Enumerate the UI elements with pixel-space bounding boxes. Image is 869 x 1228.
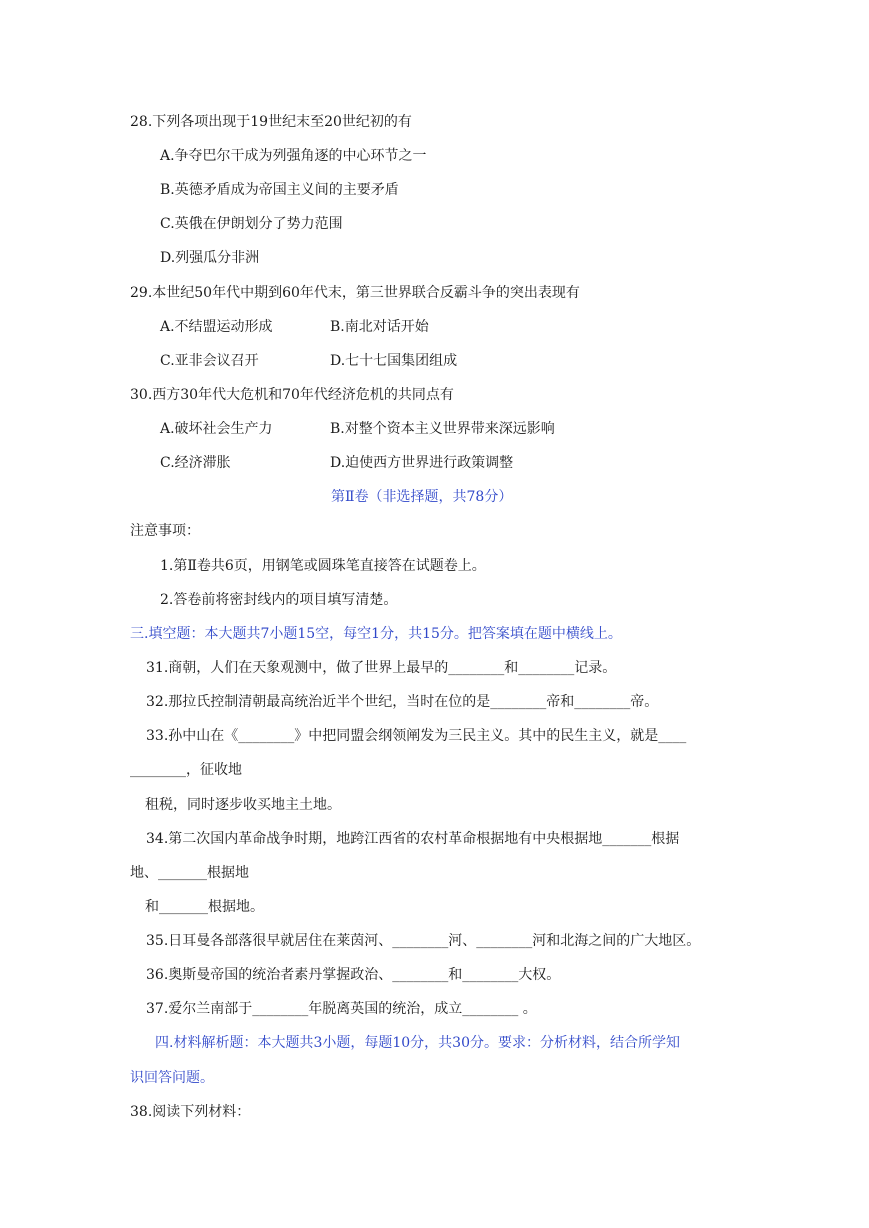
q28-option-d: D.列强瓜分非洲 xyxy=(160,250,260,266)
notes-heading: 注意事项： xyxy=(130,523,200,539)
q30-option-d: D.迫使西方世界进行政策调整 xyxy=(330,455,514,471)
section3-header: 三.填空题：本大题共7小题15空，每空1分，共15分。把答案填在题中横线上。 xyxy=(130,626,622,642)
q30-option-a: A.破坏社会生产力 xyxy=(160,421,273,437)
q33-line-2: ________，征收地 xyxy=(130,762,242,778)
q28-stem: 28.下列各项出现于19世纪末至20世纪初的有 xyxy=(130,114,412,130)
q28-option-a: A.争夺巴尔干成为列强角逐的中心环节之一 xyxy=(160,148,427,164)
notes-item-2: 2.答卷前将密封线内的项目填写清楚。 xyxy=(160,592,398,608)
q34-line-3: 和_______根据地。 xyxy=(145,899,264,915)
q28-option-c: C.英俄在伊朗划分了势力范围 xyxy=(160,216,343,232)
notes-item-1: 1.第Ⅱ卷共6页，用钢笔或圆珠笔直接答在试题卷上。 xyxy=(160,558,486,574)
section4-header-line-1: 四.材料解析题：本大题共3小题，每题10分，共30分。要求：分析材料，结合所学知 xyxy=(155,1035,680,1051)
q38-stem: 38.阅读下列材料： xyxy=(130,1104,251,1120)
q29-option-b: B.南北对话开始 xyxy=(330,319,429,335)
section4-header-line-2: 识回答问题。 xyxy=(130,1070,214,1086)
q37: 37.爱尔兰南部于________年脱离英国的统治，成立________ 。 xyxy=(146,1001,537,1017)
q30-stem: 30.西方30年代大危机和70年代经济危机的共同点有 xyxy=(130,387,454,403)
q29-option-d: D.七十七国集团组成 xyxy=(330,353,458,369)
q29-option-a: A.不结盟运动形成 xyxy=(160,319,273,335)
q28-option-b: B.英德矛盾成为帝国主义间的主要矛盾 xyxy=(160,182,399,198)
q31: 31.商朝，人们在天象观测中，做了世界上最早的________和________记录。 xyxy=(146,660,617,676)
q29-stem: 29.本世纪50年代中期到60年代末，第三世界联合反霸斗争的突出表现有 xyxy=(130,285,580,301)
q30-option-c: C.经济滞胀 xyxy=(160,455,231,471)
q29-option-c: C.亚非会议召开 xyxy=(160,353,259,369)
part2-title: 第Ⅱ卷（非选择题，共78分） xyxy=(331,489,513,505)
q33-line-3: 租税，同时逐步收买地主土地。 xyxy=(145,797,341,813)
q33-line-1: 33.孙中山在《________》中把同盟会纲领阐发为三民主义。其中的民生主义，就是____ xyxy=(146,728,687,744)
q35: 35.日耳曼各部落很早就居住在莱茵河、________河、________河和北海之间的广大地区。 xyxy=(146,933,701,949)
q34-line-2: 地、_______根据地 xyxy=(130,865,249,881)
q36: 36.奥斯曼帝国的统治者素丹掌握政治、________和________大权。 xyxy=(146,967,561,983)
q32: 32.那拉氏控制清朝最高统治近半个世纪，当时在位的是________帝和________帝。 xyxy=(146,694,659,710)
q30-option-b: B.对整个资本主义世界带来深远影响 xyxy=(330,421,555,437)
q34-line-1: 34.第二次国内革命战争时期，地跨江西省的农村革命根据地有中央根据地_______根据 xyxy=(146,831,680,847)
